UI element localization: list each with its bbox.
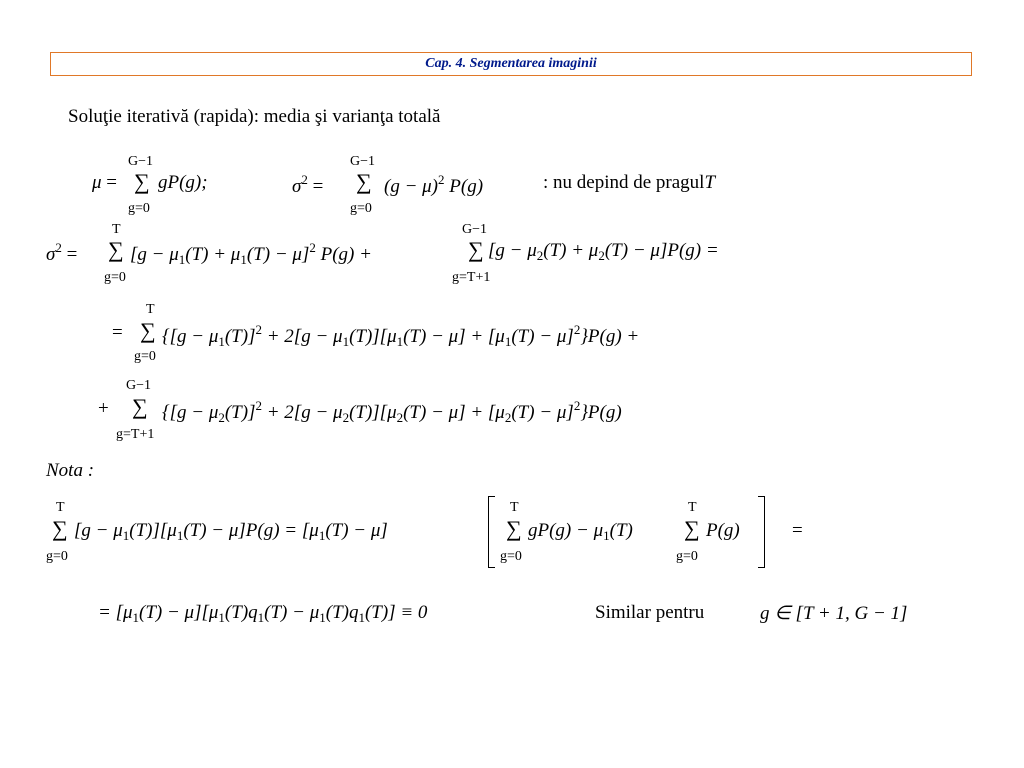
eq2-sigma: σ — [46, 244, 56, 265]
eq5-b1: gP(g) − μ — [528, 520, 604, 541]
eq6-s2: 1 — [218, 610, 225, 625]
sigma-symbol: σ — [292, 176, 302, 197]
eq3-e1: 2 — [255, 322, 262, 337]
eq5-sa2: 1 — [176, 528, 184, 543]
eq6-s1: 1 — [132, 610, 140, 625]
eq5-s1-bot: g=0 — [46, 549, 68, 564]
sum-icon: ∑ — [132, 394, 148, 419]
eq2-part1 — [130, 240, 372, 268]
eq6-c3: (T)q — [224, 602, 258, 623]
eq3-body — [162, 322, 639, 350]
eq4-s-top: G−1 — [126, 378, 152, 393]
sum-icon: ∑ — [108, 237, 124, 262]
eq6-c5: (T)q — [325, 602, 359, 623]
eq1-body2-exp: 2 — [438, 172, 445, 187]
eq6-similar: Similar pentru — [595, 602, 705, 623]
eq4-s3: 2 — [396, 410, 404, 425]
mu-symbol: μ — [92, 172, 102, 193]
eq6-c6: (T)] ≡ 0 — [364, 602, 428, 623]
eq3-t1: {[g − μ — [162, 326, 219, 347]
sum-icon: ∑ — [52, 516, 68, 541]
sum-icon: ∑ — [684, 516, 700, 541]
sigma-exp: 2 — [301, 172, 308, 187]
sum-icon: ∑ — [140, 318, 156, 343]
sum-icon: ∑ — [134, 169, 150, 194]
eq3-s-bot: g=0 — [134, 349, 156, 364]
eq5-b3: P(g) — [706, 520, 740, 541]
eq6-c1: = [μ — [98, 602, 133, 623]
eq3-t6: (T) − μ] — [511, 326, 574, 347]
eq5-s3-top: T — [688, 500, 697, 515]
eq2-p1d: P(g) + — [320, 244, 372, 265]
nota-label: Nota : — [46, 460, 95, 481]
eq1-body2-paren: (g − μ) — [384, 176, 439, 197]
eq6-s4: 1 — [319, 610, 326, 625]
eq3-t5: (T) − μ] + [μ — [403, 326, 505, 347]
eq3-s2: 1 — [342, 334, 350, 349]
eq2-p2b: (T) + μ — [543, 240, 599, 261]
eq1-eq: = — [106, 172, 118, 193]
eq5-sb1: 1 — [603, 528, 610, 543]
eq1-sum-bot: g=0 — [128, 201, 150, 216]
eq5-b2: (T) — [609, 520, 633, 541]
eq4-s4: 2 — [504, 410, 512, 425]
eq6-c4: (T) − μ — [264, 602, 320, 623]
eq3-t2: (T)] — [224, 326, 256, 347]
eq1-note-text: : nu depind de pragul — [543, 172, 705, 193]
eq1-note-var: T — [704, 172, 716, 193]
eq4-t2: (T)] — [224, 402, 256, 423]
eq2-p2a: [g − μ — [488, 240, 537, 261]
eq3-s1: 1 — [218, 334, 225, 349]
eq3-e2: 2 — [573, 322, 581, 337]
eq1-sum2-top: G−1 — [350, 154, 376, 169]
eq1-sum2-bot: g=0 — [350, 201, 372, 216]
eq1-body2 — [384, 172, 483, 198]
eq5-s3-bot: g=0 — [676, 549, 698, 564]
eq2-eq: = — [66, 244, 78, 265]
eq4-s-bot: g=T+1 — [116, 427, 155, 442]
eq3-t4: (T)][μ — [349, 326, 397, 347]
eq5-s1-top: T — [56, 500, 65, 515]
eq2-p1a: [g − μ — [130, 244, 179, 265]
eq3-s3: 1 — [396, 334, 404, 349]
eq2-sub1a: 1 — [178, 252, 186, 267]
eq2-s1-bot: g=0 — [104, 270, 126, 285]
header-box — [50, 52, 972, 76]
eq6-body — [98, 602, 427, 626]
eq6-s5: 1 — [358, 610, 365, 625]
eq2-part2 — [488, 240, 719, 264]
eq5-a4: (T) − μ] — [325, 520, 388, 541]
eq5-eqs: = — [792, 520, 803, 541]
eq5-b — [528, 520, 633, 544]
eq5-a — [74, 520, 388, 544]
eq2-s2-top: G−1 — [462, 222, 488, 237]
eq1-body: gP(g); — [158, 172, 208, 193]
eq1-sum-top: G−1 — [128, 154, 154, 169]
eq4-plus: + — [98, 398, 109, 419]
eq3-t7: }P(g) + — [580, 326, 640, 347]
eq2-sub2b: 2 — [598, 248, 605, 263]
eq6-s3: 1 — [257, 610, 265, 625]
eq2-exp: 2 — [55, 240, 62, 255]
eq2-s2-bot: g=T+1 — [452, 270, 491, 285]
eq2-p1c: (T) − μ] — [246, 244, 310, 265]
eq1-mu — [92, 172, 117, 194]
eq1-body2-tail: P(g) — [449, 176, 484, 197]
eq2-p1b: (T) + μ — [185, 244, 241, 265]
eq3-eq: = — [112, 322, 123, 343]
eq5-left-bracket — [488, 496, 495, 568]
eq4-e2: 2 — [573, 398, 581, 413]
eq3-s4: 1 — [504, 334, 512, 349]
eq2-sub1b: 1 — [240, 252, 247, 267]
eq5-sa1: 1 — [122, 528, 130, 543]
intro-text: Soluţie iterativă (rapida): media şi varianţa totală — [68, 106, 441, 127]
eq4-e1: 2 — [255, 398, 262, 413]
eq3-t3: + 2[g − μ — [266, 326, 343, 347]
eq4-s2: 2 — [342, 410, 350, 425]
eq1-eq2: = — [312, 176, 324, 197]
eq4-t5: (T) − μ] + [μ — [403, 402, 505, 423]
eq1-sigma — [292, 172, 323, 198]
header-title: Cap. 4. Segmentarea imaginii — [425, 56, 597, 71]
eq5-s2-top: T — [510, 500, 519, 515]
eq6-c2: (T) − μ][μ — [139, 602, 219, 623]
eq1-note — [543, 172, 715, 194]
eq4-t1: {[g − μ — [162, 402, 219, 423]
eq5-a2: (T)][μ — [129, 520, 177, 541]
eq5-a3: (T) − μ]P(g) = [μ — [183, 520, 319, 541]
eq4-t6: (T) − μ] — [511, 402, 574, 423]
eq2-lhs — [46, 240, 77, 266]
eq2-p2c: (T) − μ]P(g) = — [604, 240, 719, 261]
eq2-p1exp: 2 — [309, 240, 316, 255]
eq6-range: g ∈ [T + 1, G − 1] — [760, 603, 908, 624]
eq4-t3: + 2[g − μ — [266, 402, 343, 423]
eq5-sa3: 1 — [318, 528, 326, 543]
eq4-s1: 2 — [218, 410, 225, 425]
eq5-a1: [g − μ — [74, 520, 123, 541]
eq2-sub2a: 2 — [536, 248, 544, 263]
sum-icon: ∑ — [468, 237, 484, 262]
eq4-t4: (T)][μ — [349, 402, 397, 423]
sum-icon: ∑ — [356, 169, 372, 194]
eq2-s1-top: T — [112, 222, 121, 237]
eq4-body — [162, 398, 622, 426]
eq5-s2-bot: g=0 — [500, 549, 522, 564]
eq3-s-top: T — [146, 302, 155, 317]
eq5-right-bracket — [758, 496, 765, 568]
eq4-t7: }P(g) — [580, 402, 622, 423]
sum-icon: ∑ — [506, 516, 522, 541]
